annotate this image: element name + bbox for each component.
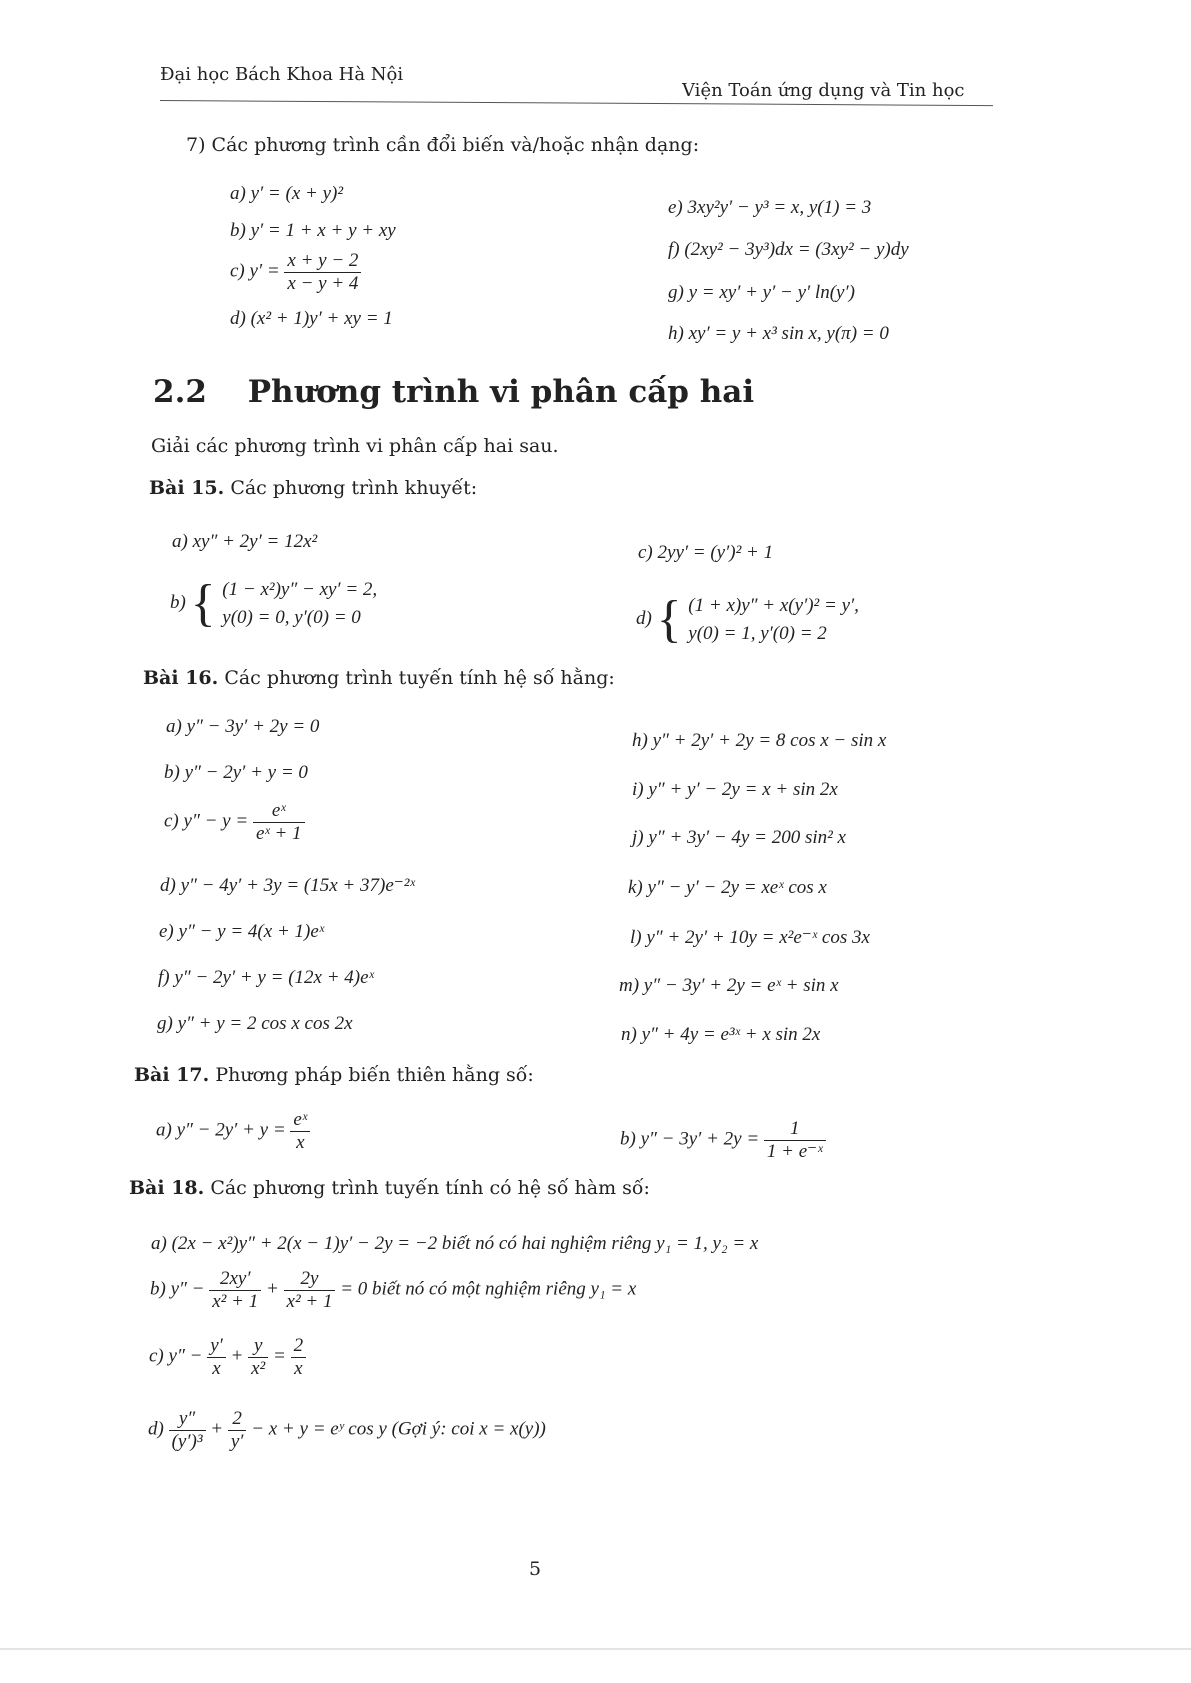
- bai16-e: e) y″ − y = 4(x + 1)eˣ: [159, 921, 325, 942]
- bai17-label: Bài 17.: [134, 1064, 210, 1086]
- bai15-a: a) xy″ + 2y′ = 12x²: [172, 531, 318, 552]
- bai15-heading: [149, 477, 477, 499]
- bai18-d-den2: y′: [230, 1430, 244, 1452]
- bai18-c-num3: 2: [291, 1335, 307, 1358]
- bai17-heading: [134, 1064, 534, 1086]
- bai18-d-den1: (y′)³: [171, 1430, 203, 1452]
- section-heading: [153, 374, 754, 410]
- problem7-intro: 7) Các phương trình cần đổi biến và/hoặc nhận dạng:: [186, 134, 700, 156]
- bai15-d-label: d): [636, 607, 652, 629]
- bai16-n: n) y″ + 4y = e³ˣ + x sin 2x: [621, 1024, 821, 1045]
- bai16-text: Các phương trình tuyến tính hệ số hằng:: [224, 667, 615, 689]
- bai16-heading: [143, 667, 615, 689]
- bai16-k: k) y″ − y′ − 2y = xeˣ cos x: [628, 877, 827, 898]
- bai18-c-num2: y: [248, 1335, 268, 1358]
- bai18-heading: [129, 1177, 650, 1199]
- bai18-c-den3: x: [294, 1357, 303, 1379]
- bai18-b-pre: b) y″ −: [150, 1278, 205, 1300]
- bai17-a-numerator: eˣ: [290, 1109, 310, 1132]
- bai15-d-line1: (1 + x)y″ + x(y′)² = y′,: [688, 595, 859, 616]
- scan-edge-line: [0, 1648, 1191, 1650]
- bai17-b-fraction: [764, 1118, 826, 1163]
- bai15-label: Bài 15.: [149, 477, 225, 499]
- bai18-d-num1: y″: [169, 1408, 206, 1431]
- bai15-b-line1: (1 − x²)y″ − xy′ = 2,: [222, 579, 378, 600]
- problem7-c-denominator: x − y + 4: [287, 272, 359, 294]
- bai18-d-fraction2: [228, 1408, 247, 1453]
- bai16-label: Bài 16.: [143, 667, 219, 689]
- bai18-b-den1: x² + 1: [212, 1290, 259, 1312]
- section-intro: Giải các phương trình vi phân cấp hai sau.: [151, 435, 559, 457]
- problem7-c-label: c) y′ =: [230, 260, 280, 282]
- bai17-b-denominator: 1 + e⁻ˣ: [766, 1140, 823, 1162]
- bai18-c-fraction2: [248, 1335, 268, 1380]
- bai18-c-fraction1: [207, 1335, 226, 1380]
- problem7-d: d) (x² + 1)y′ + xy = 1: [230, 308, 393, 329]
- problem7-g: g) y = xy′ + y′ − y′ ln(y′): [668, 282, 855, 303]
- bai18-b-fraction2: [284, 1268, 336, 1313]
- bai18-b: [150, 1268, 636, 1313]
- bai15-d-line2: y(0) = 1, y′(0) = 2: [688, 622, 827, 644]
- bai16-b: b) y″ − 2y′ + y = 0: [164, 762, 308, 783]
- header-left: Đại học Bách Khoa Hà Nội: [160, 64, 404, 85]
- bai16-d: d) y″ − 4y′ + 3y = (15x + 37)e⁻²ˣ: [160, 875, 415, 896]
- bai16-c-denominator: eˣ + 1: [255, 822, 302, 844]
- bai18-b-num1: 2xy′: [209, 1268, 261, 1291]
- bai16-h: h) y″ + 2y′ + 2y = 8 cos x − sin x: [632, 730, 887, 751]
- bai15-b-brace: {: [190, 574, 216, 632]
- bai18-d-plus: +: [210, 1418, 224, 1440]
- bai18-d-pre: d): [148, 1418, 164, 1440]
- bai17-a-denominator: x: [296, 1131, 305, 1153]
- bai18-d-fraction1: [169, 1408, 206, 1453]
- bai15-b-label: b): [170, 591, 186, 613]
- bai17-a-fraction: [290, 1109, 310, 1154]
- problem7-c-fraction: [284, 250, 361, 295]
- bai16-c: [164, 800, 305, 845]
- bai15-d-system: [688, 592, 859, 647]
- bai18-text: Các phương trình tuyến tính có hệ số hàm số:: [210, 1177, 650, 1199]
- bai18-b-fraction1: [209, 1268, 261, 1313]
- problem7-c: [230, 250, 361, 295]
- section-title: Phương trình vi phân cấp hai: [247, 374, 755, 410]
- bai18-c: [149, 1335, 306, 1380]
- bai18-d-post: − x + y = eʸ cos y (Gợi ý: coi x = x(y)): [251, 1418, 546, 1440]
- problem7-e: e) 3xy²y′ − y³ = x, y(1) = 3: [668, 197, 872, 218]
- bai18-c-den2: x²: [251, 1357, 266, 1379]
- bai17-b-numerator: 1: [764, 1118, 826, 1141]
- bai15-b-system: [222, 576, 377, 631]
- bai16-a: a) y″ − 3y′ + 2y = 0: [166, 716, 320, 737]
- bai16-i: i) y″ + y′ − 2y = x + sin 2x: [632, 779, 838, 800]
- bai17-text: Phương pháp biến thiên hằng số:: [215, 1064, 534, 1086]
- bai17-a: [156, 1109, 310, 1154]
- bai18-c-den1: x: [212, 1357, 221, 1379]
- problem7-f: f) (2xy² − 3y³)dx = (3xy² − y)dy: [668, 239, 909, 260]
- bai18-c-equals: =: [273, 1345, 286, 1367]
- bai18-b-post: = 0 biết nó có một nghiệm riêng y₁ = x: [340, 1278, 637, 1300]
- bai15-b-line2: y(0) = 0, y′(0) = 0: [222, 606, 361, 628]
- bai18-a: a) (2x − x²)y″ + 2(x − 1)y′ − 2y = −2 biết nó có hai nghiệm riêng y₁ = 1, y₂ = x: [151, 1233, 759, 1254]
- problem7-h: h) xy′ = y + x³ sin x, y(π) = 0: [668, 323, 889, 344]
- bai18-c-num1: y′: [207, 1335, 226, 1358]
- bai15-c: c) 2yy′ = (y′)² + 1: [638, 542, 774, 563]
- bai16-c-fraction: [253, 800, 305, 845]
- bai17-b: [620, 1118, 826, 1163]
- problem7-b: b) y′ = 1 + x + y + xy: [230, 220, 396, 241]
- bai18-c-plus: +: [230, 1345, 244, 1367]
- bai15-d-brace: {: [656, 590, 682, 648]
- bai16-c-numerator: eˣ: [253, 800, 305, 823]
- bai16-f: f) y″ − 2y′ + y = (12x + 4)eˣ: [158, 967, 374, 988]
- bai16-g: g) y″ + y = 2 cos x cos 2x: [157, 1013, 353, 1034]
- bai17-b-label: b) y″ − 3y′ + 2y =: [620, 1128, 760, 1150]
- bai18-c-fraction3: [291, 1335, 307, 1380]
- bai16-l: l) y″ + 2y′ + 10y = x²e⁻ˣ cos 3x: [630, 927, 870, 948]
- header-right: Viện Toán ứng dụng và Tin học: [682, 80, 965, 101]
- bai15-b: [170, 576, 377, 631]
- bai15-d: [636, 592, 859, 647]
- section-number: 2.2: [153, 374, 207, 410]
- bai18-label: Bài 18.: [129, 1177, 205, 1199]
- bai16-c-label: c) y″ − y =: [164, 810, 249, 832]
- bai15-text: Các phương trình khuyết:: [230, 477, 478, 499]
- bai18-d-num2: 2: [228, 1408, 247, 1431]
- bai18-c-pre: c) y″ −: [149, 1345, 203, 1367]
- bai18-b-num2: 2y: [284, 1268, 336, 1291]
- problem7-a: a) y′ = (x + y)²: [230, 183, 344, 204]
- bai18-b-den2: x² + 1: [286, 1290, 333, 1312]
- bai18-b-plus: +: [265, 1278, 279, 1300]
- problem7-c-numerator: x + y − 2: [284, 250, 361, 273]
- bai16-j: j) y″ + 3y′ − 4y = 200 sin² x: [632, 827, 846, 848]
- page-number: 5: [529, 1558, 542, 1580]
- bai16-m: m) y″ − 3y′ + 2y = eˣ + sin x: [619, 975, 839, 996]
- bai17-a-label: a) y″ − 2y′ + y =: [156, 1119, 286, 1141]
- bai18-d: [148, 1408, 546, 1453]
